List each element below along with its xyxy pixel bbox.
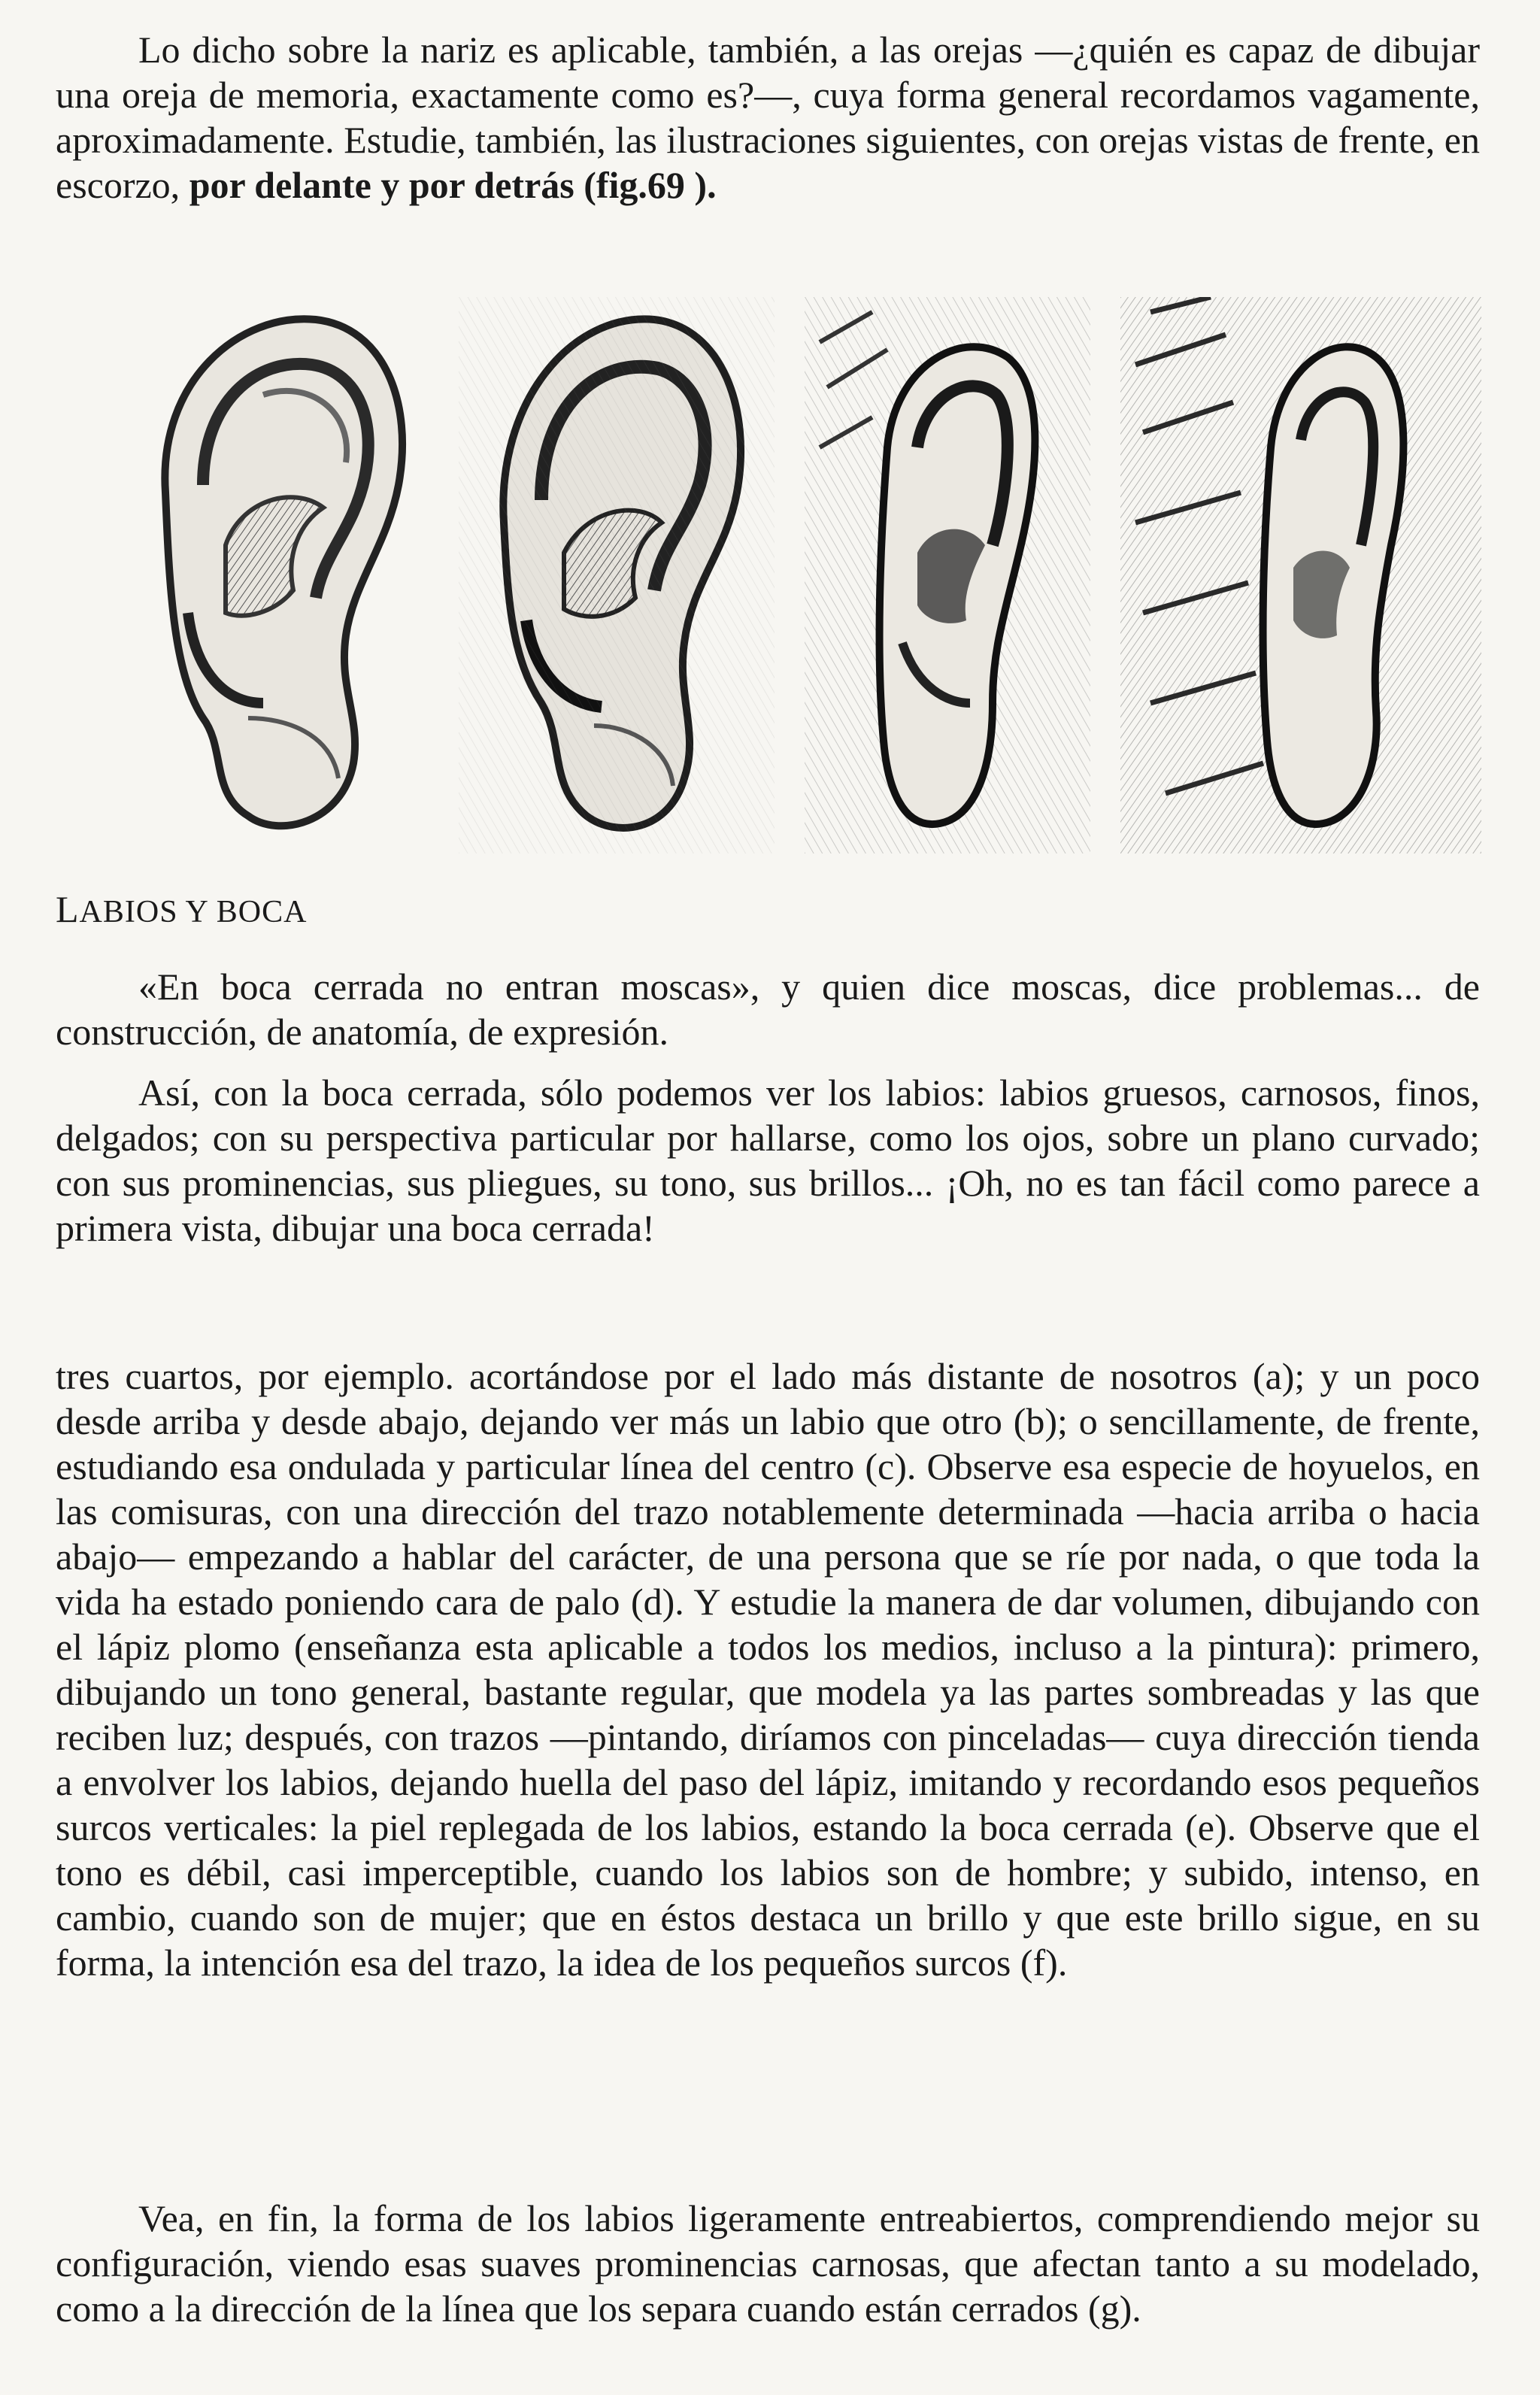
paragraph-3-block	[56, 1354, 1480, 1985]
ear-three-quarter-view	[459, 297, 775, 853]
paragraph-4: Vea, en fin, la forma de los labios ligeramente entreabiertos, comprendiendo mejor su configuración, viendo esas suaves prominencias carnosas, que afectan tanto a su modelado, como a la dirección de la línea que los separa cuando están cerrados (g).	[56, 2197, 1480, 2330]
paragraph-1: «En boca cerrada no entran moscas», y quien dice moscas, dice problemas... de construcción, de anatomía, de expresión.	[56, 966, 1480, 1053]
paragraph-4-block	[56, 2196, 1480, 2331]
paragraph-2-block	[56, 1070, 1480, 1251]
heading-rest: ABIOS Y BOCA	[79, 895, 308, 929]
intro-bold-phrase: por delante y por detrás (fig.69 ).	[189, 164, 717, 206]
heading-initial: L	[56, 888, 80, 930]
ear-back-view	[1120, 297, 1481, 853]
paragraph-3: tres cuartos, por ejemplo. acortándose por el lado más distante de nosotros (a); y un poco desde arriba y desde abajo, dejando ver más un labio que otro (b); o sencillamente, de frente, estudiando esa ondulada y particular línea del centro (c). Observe esa especie de hoyuelos, en las comisuras, con una dirección del trazo notablemente determinada —hacia arriba o hacia abajo— empezando a hablar del carácter, de una persona que se ríe por nada, o que toda la vida ha estado poniendo cara de palo (d). Y estudie la manera de dar volumen, dibujando con el lápiz plomo (enseñanza esta aplicable a todos los medios, incluso a la pintura): primero, dibujando un tono general, bastante regular, que modela ya las partes sombreadas y las que reciben luz; después, con trazos —pintando, diríamos con pinceladas— cuya dirección tienda a envolver los labios, dejando huella del paso del lápiz, imitando y recordando esos pequeños surcos verticales: la piel replegada de los labios, estando la boca cerrada (e). Observe que el tono es débil, casi imperceptible, cuando los labios son de hombre; y subido, intenso, en cambio, cuando son de mujer; que en éstos destaca un brillo y que este brillo sigue, en su forma, la intención esa del trazo, la idea de los pequeños surcos (f).	[56, 1355, 1480, 1984]
ear-front-view	[113, 297, 429, 853]
intro-paragraph	[56, 27, 1480, 208]
paragraph-2: Así, con la boca cerrada, sólo podemos ver los labios: labios gruesos, carnosos, finos, delgados; con su perspectiva particular por hallarse, como los ojos, sobre un plano curvado; con sus prominencias, sus pliegues, su tono, sus brillos... ¡Oh, no es tan fácil como parece a primera vista, dibujar una boca cerrada!	[56, 1072, 1480, 1249]
intro-block	[56, 27, 1480, 208]
intro-text: Lo dicho sobre la nariz es aplicable, también, a las orejas —¿quién es capaz de dibujar una oreja de memoria, exactamente como es?—, cuya forma general recordamos vagamente, aproximadamente. Estudie, también, las ilustraciones siguientes, con orejas vistas de frente, en escorzo,	[56, 29, 1480, 206]
ears-figure	[113, 297, 1481, 853]
paragraph-1-block	[56, 964, 1480, 1054]
section-heading	[56, 887, 307, 931]
ear-foreshortened-view	[805, 297, 1090, 853]
